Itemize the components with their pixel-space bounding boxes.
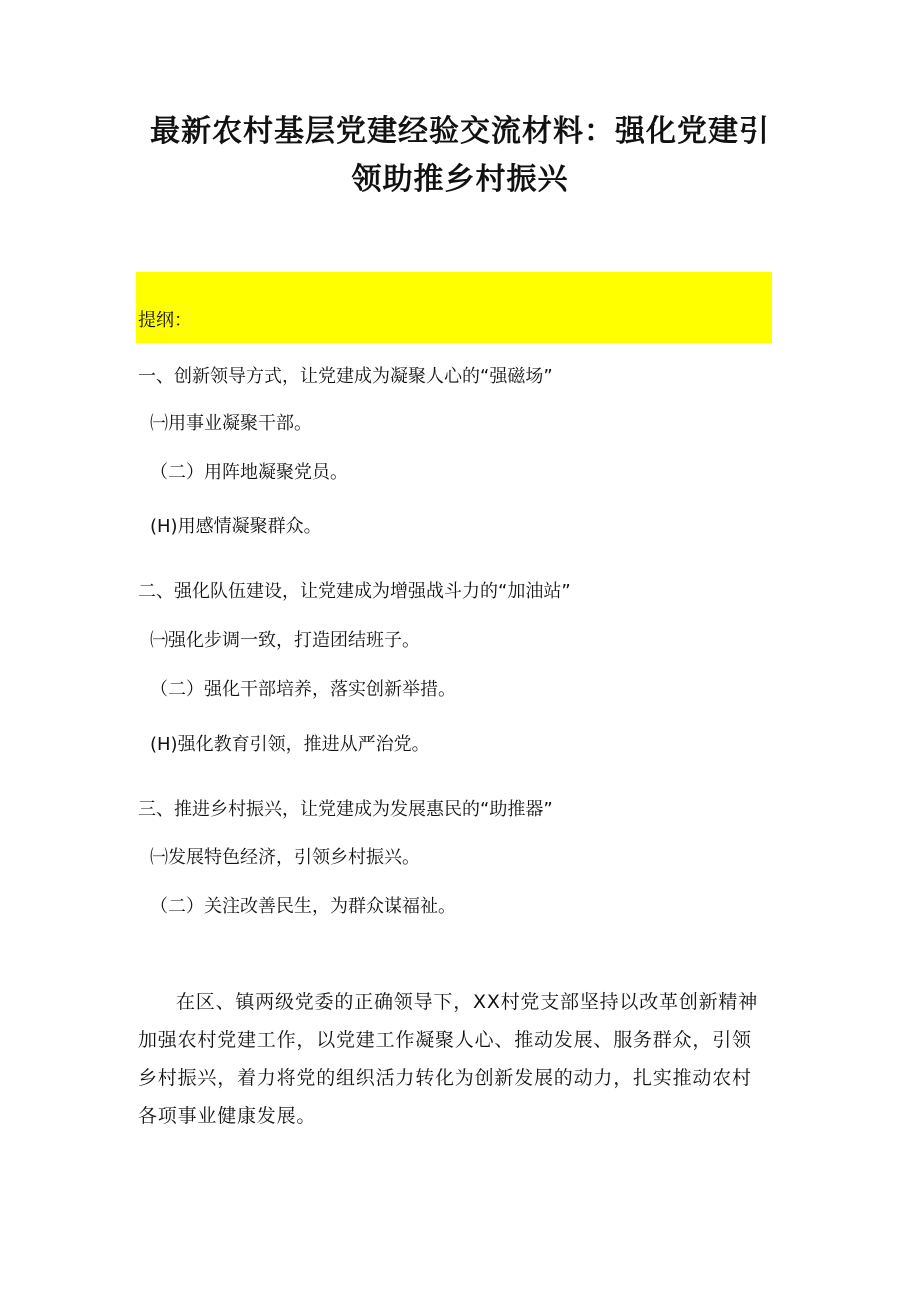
section-heading-3: 三、推进乡村振兴，让党建成为发展惠民的“助推器” bbox=[138, 799, 553, 820]
body-line-1: 在区、镇两级党委的正确领导下，XX村党支部坚持以改革创新精神 bbox=[176, 991, 759, 1013]
section-heading-1: 一、创新领导方式，让党建成为凝聚人心的“强磁场” bbox=[138, 366, 553, 387]
document-title bbox=[110, 108, 810, 204]
section-1-item-1: ㈠用事业凝聚干部。 bbox=[150, 413, 312, 434]
body-line-4: 各项事业健康发展。 bbox=[138, 1105, 317, 1127]
section-2-item-1: ㈠强化步调一致，打造团结班子。 bbox=[150, 630, 420, 651]
section-1-item-3: (H)用感情凝聚群众。 bbox=[150, 516, 322, 537]
section-3-item-2: （二）关注改善民生，为群众谋福祉。 bbox=[150, 896, 456, 917]
body-paragraph bbox=[138, 983, 774, 1135]
body-line-3: 乡村振兴，着力将党的组织活力转化为创新发展的动力，扎实推动农村 bbox=[138, 1067, 752, 1089]
section-2-item-2: （二）强化干部培养，落实创新举措。 bbox=[150, 679, 456, 700]
title-line-1: 最新农村基层党建经验交流材料：强化党建引 bbox=[150, 114, 770, 149]
section-3-item-1: ㈠发展特色经济，引领乡村振兴。 bbox=[150, 847, 420, 868]
section-1-item-2: （二）用阵地凝聚党员。 bbox=[150, 462, 348, 483]
body-line-2: 加强农村党建工作，以党建工作凝聚人心、推动发展、服务群众，引领 bbox=[138, 1029, 752, 1051]
section-heading-2: 二、强化队伍建设，让党建成为增强战斗力的“加油站” bbox=[138, 581, 571, 602]
title-line-2: 领助推乡村振兴 bbox=[351, 162, 569, 197]
outline-highlight-bar bbox=[136, 272, 772, 343]
outline-label: 提纲： bbox=[138, 310, 192, 331]
section-2-item-3: (H)强化教育引领，推进从严治党。 bbox=[150, 734, 430, 755]
